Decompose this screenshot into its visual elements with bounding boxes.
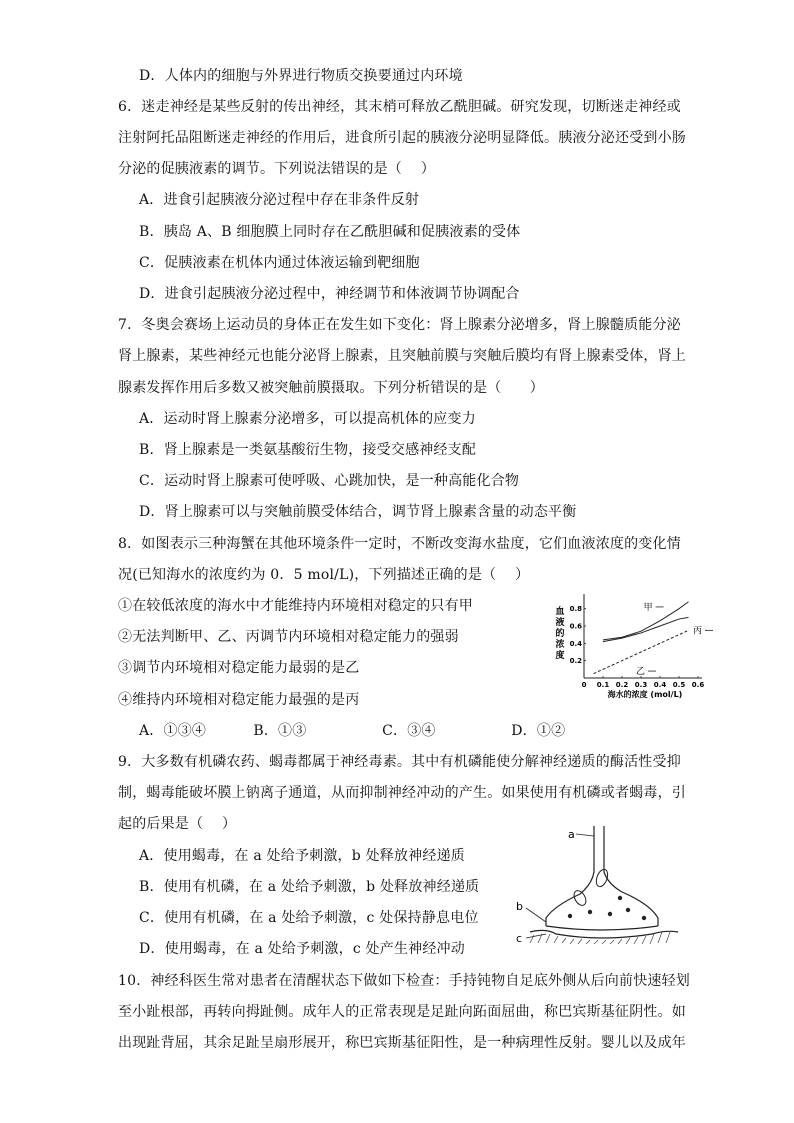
label-b-pointer bbox=[526, 908, 546, 922]
mitochondrion bbox=[572, 889, 589, 908]
label-a: a bbox=[568, 828, 575, 841]
x-axis-label: 海水的浓度 (mol/L) bbox=[607, 690, 683, 699]
q8-options: A．①③④ B．①③ C．③④ D．①② bbox=[139, 723, 566, 739]
q10-stem-2: 至小趾根部，再转向拇趾侧。成年人的正常表现是足趾向跖面屈曲，称巴宾斯基征阴性。如 bbox=[118, 1004, 686, 1020]
q9-stem-2: 制，蝎毒能破坏膜上钠离子通道，从而抑制神经冲动的产生。如果使用有机磷或者蝎毒，引 bbox=[118, 785, 686, 801]
x-tick-label: 0.5 bbox=[672, 681, 686, 689]
x-tick-label: 0.6 bbox=[691, 681, 705, 689]
q7-stem-2: 肾上腺素，某些神经元也能分泌肾上腺素，且突触前膜与突触后膜均有肾上腺素受体，肾上 bbox=[118, 348, 686, 364]
q5-option-d: D．人体内的细胞与外界进行物质交换要通过内环境 bbox=[139, 68, 463, 84]
q9-option-b: B．使用有机磷，在 a 处给予刺激，b 处释放神经递质 bbox=[139, 879, 480, 895]
y-tick-label: 0.6 bbox=[569, 622, 582, 631]
y-axis-label-char: 液 bbox=[555, 618, 565, 628]
q7-option-c: C．运动时肾上腺素可使呼吸、心跳加快，是一种高能化合物 bbox=[139, 473, 520, 489]
q8-statement-2: ②无法判断甲、乙、丙调节内环境相对稳定能力的强弱 bbox=[118, 629, 459, 645]
q6-stem-3: 分泌的促胰液素的调节。下列说法错误的是（ ） bbox=[118, 161, 436, 177]
vesicle bbox=[642, 916, 646, 920]
x-tick-label: 0.1 bbox=[596, 681, 610, 689]
x-tick-label: 0.4 bbox=[653, 681, 667, 689]
series-bing-label: 丙 bbox=[693, 626, 703, 637]
presynaptic-membrane bbox=[546, 926, 658, 930]
q6-option-b: B．胰岛 A、B 细胞膜上同时存在乙酰胆碱和促胰液素的受体 bbox=[139, 224, 521, 240]
x-tick-label: 0.3 bbox=[634, 681, 648, 689]
q7-option-d: D．肾上腺素可以与突触前膜受体结合，调节肾上腺素含量的动态平衡 bbox=[139, 504, 577, 520]
y-axis-label-char: 血 bbox=[555, 607, 565, 617]
postsynaptic-membrane bbox=[530, 930, 678, 938]
mitochondrion bbox=[594, 868, 610, 888]
q8-stem-2: 况(已知海水的浓度约为 0．5 mol/L)，下列描述正确的是（ ） bbox=[118, 567, 530, 583]
label-c-pointer bbox=[526, 934, 546, 938]
y-axis-label-char: 度 bbox=[555, 651, 565, 661]
y-axis-label-char: 的 bbox=[555, 629, 565, 639]
q9-stem-1: 9．大多数有机磷农药、蝎毒都属于神经毒素。其中有机磷能使分解神经递质的酶活性受抑 bbox=[118, 754, 681, 770]
label-a-pointer bbox=[576, 834, 594, 836]
q7-stem-1: 7．冬奥会赛场上运动员的身体正在发生如下变化：肾上腺素分泌增多，肾上腺髓质能分泌 bbox=[118, 317, 681, 333]
q7-stem-3: 腺素发挥作用后多数又被突触前膜摄取。下列分析错误的是（ ） bbox=[118, 380, 544, 396]
vesicle bbox=[568, 914, 572, 918]
q9-stem-3: 起的后果是（ ） bbox=[118, 816, 237, 832]
vesicle bbox=[626, 908, 630, 912]
x-tick-label: 0 bbox=[581, 681, 587, 689]
q10-stem-3: 出现趾背屈，其余足趾呈扇形展开，称巴宾斯基征阳性，是一种病理性反射。婴儿以及成年 bbox=[118, 1035, 686, 1051]
y-axis-label-char: 浓 bbox=[555, 640, 565, 650]
vesicle bbox=[588, 910, 592, 914]
y-tick-label: 0.2 bbox=[569, 657, 582, 666]
q8-statement-1: ①在较低浓度的海水中才能维持内环境相对稳定的只有甲 bbox=[118, 598, 473, 614]
axon-outline-right bbox=[604, 826, 658, 926]
label-c: c bbox=[516, 932, 523, 945]
y-tick-label: 0.8 bbox=[569, 605, 582, 614]
q9-option-a: A．使用蝎毒，在 a 处给予刺激，b 处释放神经递质 bbox=[139, 848, 465, 864]
q8-chart bbox=[548, 590, 718, 702]
q6-stem-1: 6．迷走神经是某些反射的传出神经，其末梢可释放乙酰胆碱。研究发现，切断迷走神经或 bbox=[118, 99, 681, 115]
q9-option-d: D．使用蝎毒，在 a 处给予刺激，c 处产生神经冲动 bbox=[139, 941, 465, 957]
q6-stem-2: 注射阿托品阻断迷走神经的作用后，进食所引起的胰液分泌明显降低。胰液分泌还受到小肠 bbox=[118, 130, 686, 146]
q8-statement-4: ④维持内环境相对稳定能力最强的是丙 bbox=[118, 692, 360, 708]
q6-option-d: D．进食引起胰液分泌过程中，神经调节和体液调节协调配合 bbox=[139, 286, 520, 302]
series-jia-label: 甲 bbox=[643, 602, 653, 613]
q9-option-c: C．使用有机磷，在 a 处给予刺激，c 处保持静息电位 bbox=[139, 910, 479, 926]
y-tick-label: 0.4 bbox=[569, 639, 582, 648]
vesicle bbox=[618, 896, 622, 900]
axon-outline bbox=[546, 826, 594, 926]
q7-option-b: B．肾上腺素是一类氨基酸衍生物，接受交感神经支配 bbox=[139, 442, 477, 458]
q7-option-a: A．运动时肾上腺素分泌增多，可以提高机体的应变力 bbox=[139, 411, 476, 427]
q8-stem-1: 8．如图表示三种海蟹在其他环境条件一定时，不断改变海水盐度，它们血液浓度的变化情 bbox=[118, 536, 681, 552]
q10-stem-1: 10．神经科医生常对患者在清醒状态下做如下检查：手持钝物自足底外侧从后向前快速轻划 bbox=[118, 973, 691, 989]
vesicle bbox=[608, 912, 612, 916]
series-yi-label: 乙 bbox=[636, 667, 646, 678]
q6-option-c: C．促胰液素在机体内通过体液运输到靶细胞 bbox=[139, 255, 420, 271]
label-b: b bbox=[516, 900, 523, 913]
q9-synapse-figure bbox=[506, 822, 682, 948]
x-tick-label: 0.2 bbox=[615, 681, 629, 689]
q8-statement-3: ③调节内环境相对稳定能力最弱的是乙 bbox=[118, 660, 360, 676]
q6-option-a: A．进食引起胰液分泌过程中存在非条件反射 bbox=[139, 192, 420, 208]
